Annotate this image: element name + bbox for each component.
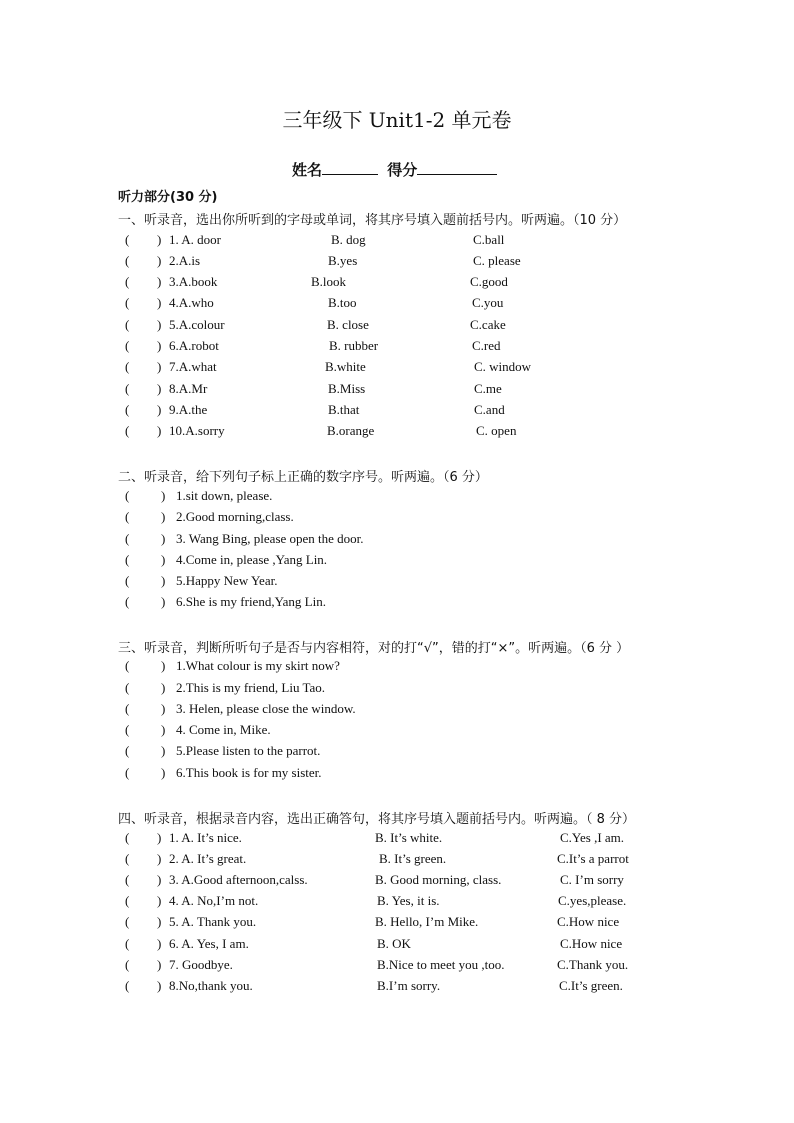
answer-paren-close: ) [157, 402, 162, 417]
option-c: C.It’s green. [559, 978, 623, 993]
option-a: 8.No,thank you. [169, 978, 253, 993]
answer-paren-open[interactable]: ( [125, 765, 130, 780]
option-c: C.me [474, 381, 502, 396]
option-c: C. window [474, 359, 532, 374]
question-row [0, 359, 794, 379]
answer-paren-open[interactable]: ( [125, 531, 130, 546]
sentence-text: 5.Happy New Year. [176, 573, 278, 588]
answer-paren-close: ) [157, 957, 162, 972]
option-b: B.that [328, 402, 360, 417]
option-b: B. OK [377, 936, 411, 951]
option-c: C. please [473, 253, 521, 268]
score-blank[interactable] [417, 160, 497, 175]
answer-paren-close: ) [157, 359, 162, 374]
answer-paren-open[interactable]: ( [125, 658, 130, 673]
option-a: 3. A.Good afternoon,calss. [169, 872, 308, 887]
sentence-text: 3. Wang Bing, please open the door. [176, 531, 364, 546]
option-c: C.How nice [560, 936, 623, 951]
option-b: B. dog [331, 232, 366, 247]
answer-paren-open[interactable]: ( [125, 893, 130, 908]
option-c: C. I’m sorry [560, 872, 624, 887]
answer-paren-open[interactable]: ( [125, 253, 130, 268]
answer-paren-close: ) [157, 936, 162, 951]
option-c: C.yes,please. [558, 893, 627, 908]
question-row [0, 402, 794, 422]
option-c: C.Yes ,I am. [560, 830, 625, 845]
question-row [0, 978, 794, 998]
question-row [0, 274, 794, 294]
answer-paren-close: ) [161, 531, 166, 546]
answer-paren-open[interactable]: ( [125, 851, 130, 866]
question-row [0, 232, 794, 252]
section4-heading: 四、听录音，根据录音内容，选出正确答句，将其序号填入题前括号内。听两遍。（ 8 分） [118, 812, 636, 827]
option-a: 7. Goodbye. [169, 957, 233, 972]
option-c: C.How nice [557, 914, 620, 929]
option-a: 4. A. No,I’m not. [169, 893, 259, 908]
answer-paren-open[interactable]: ( [125, 232, 130, 247]
answer-paren-close: ) [157, 232, 162, 247]
answer-paren-close: ) [157, 914, 162, 929]
answer-paren-open[interactable]: ( [125, 872, 130, 887]
section1-heading: 一、听录音，选出你所听到的字母或单词，将其序号填入题前括号内。听两遍。（10 分） [118, 213, 627, 228]
option-b: B.look [311, 274, 347, 289]
answer-paren-close: ) [161, 680, 166, 695]
section3-heading: 三、听录音，判断所听句子是否与内容相符，对的打“√”，错的打“×”。听两遍。（6 分 ） [118, 641, 630, 656]
question-row [0, 701, 794, 721]
answer-paren-close: ) [157, 978, 162, 993]
answer-paren-close: ) [157, 381, 162, 396]
answer-paren-open[interactable]: ( [125, 423, 130, 438]
option-b: B.I’m sorry. [377, 978, 441, 993]
question-row [0, 893, 794, 913]
question-row [0, 381, 794, 401]
answer-paren-close: ) [157, 423, 162, 438]
answer-paren-close: ) [161, 701, 166, 716]
option-a: 2.A.is [169, 253, 201, 268]
question-row [0, 765, 794, 785]
answer-paren-close: ) [161, 722, 166, 737]
answer-paren-open[interactable]: ( [125, 573, 130, 588]
question-row [0, 658, 794, 678]
option-a: 9.A.the [169, 402, 208, 417]
option-a: 4.A.who [169, 295, 214, 310]
question-row [0, 338, 794, 358]
option-b: B.Miss [328, 381, 366, 396]
name-blank[interactable] [322, 160, 378, 175]
question-row [0, 851, 794, 871]
option-c: C. open [476, 423, 517, 438]
name-score-line [292, 159, 497, 180]
answer-paren-close: ) [157, 830, 162, 845]
answer-paren-open[interactable]: ( [125, 978, 130, 993]
answer-paren-close: ) [161, 552, 166, 567]
question-row [0, 573, 794, 593]
sentence-text: 4.Come in, please ,Yang Lin. [176, 552, 328, 567]
question-row [0, 488, 794, 508]
section2-heading: 二、听录音，给下列句子标上正确的数字序号。听两遍。（6 分） [118, 470, 488, 485]
answer-paren-open[interactable]: ( [125, 509, 130, 524]
answer-paren-open[interactable]: ( [125, 274, 130, 289]
answer-paren-close: ) [157, 338, 162, 353]
option-a: 6. A. Yes, I am. [169, 936, 249, 951]
option-c: C.good [470, 274, 508, 289]
option-a: 3.A.book [169, 274, 218, 289]
question-row [0, 743, 794, 763]
answer-paren-close: ) [161, 509, 166, 524]
option-a: 8.A.Mr [169, 381, 208, 396]
name-label: 姓名 [292, 161, 323, 179]
question-row [0, 872, 794, 892]
answer-paren-open[interactable]: ( [125, 914, 130, 929]
sentence-text: 1.What colour is my skirt now? [176, 658, 340, 673]
answer-paren-close: ) [157, 872, 162, 887]
option-a: 1. A. It’s nice. [169, 830, 242, 845]
question-row [0, 531, 794, 551]
option-b: B. Hello, I’m Mike. [375, 914, 479, 929]
option-c: C.Thank you. [557, 957, 629, 972]
option-b: B. It’s white. [375, 830, 443, 845]
option-c: C.cake [470, 317, 506, 332]
answer-paren-open[interactable]: ( [125, 552, 130, 567]
question-row [0, 423, 794, 443]
option-a: 1. A. door [169, 232, 221, 247]
score-label: 得分 [387, 161, 418, 179]
option-a: 5.A.colour [169, 317, 225, 332]
answer-paren-open[interactable]: ( [125, 680, 130, 695]
option-c: C.It’s a parrot [557, 851, 629, 866]
question-row [0, 317, 794, 337]
question-row [0, 253, 794, 273]
answer-paren-close: ) [161, 488, 166, 503]
answer-paren-open[interactable]: ( [125, 402, 130, 417]
option-b: B.Nice to meet you ,too. [377, 957, 505, 972]
option-b: B. Good morning, class. [375, 872, 502, 887]
option-a: 2. A. It’s great. [169, 851, 247, 866]
answer-paren-open[interactable]: ( [125, 722, 130, 737]
option-b: B. close [327, 317, 369, 332]
option-a: 6.A.robot [169, 338, 219, 353]
option-c: C.you [472, 295, 504, 310]
answer-paren-open[interactable]: ( [125, 381, 130, 396]
answer-paren-open[interactable]: ( [125, 317, 130, 332]
answer-paren-close: ) [161, 658, 166, 673]
answer-paren-open[interactable]: ( [125, 830, 130, 845]
sentence-text: 5.Please listen to the parrot. [176, 743, 321, 758]
option-b: B.orange [327, 423, 375, 438]
answer-paren-close: ) [157, 851, 162, 866]
option-b: B. rubber [329, 338, 379, 353]
option-a: 5. A. Thank you. [169, 914, 257, 929]
sentence-text: 2.This is my friend, Liu Tao. [176, 680, 326, 695]
answer-paren-open[interactable]: ( [125, 743, 130, 758]
question-row [0, 295, 794, 315]
answer-paren-close: ) [161, 743, 166, 758]
question-row [0, 830, 794, 850]
sentence-text: 6.This book is for my sister. [176, 765, 322, 780]
option-b: B.too [328, 295, 357, 310]
answer-paren-open[interactable]: ( [125, 295, 130, 310]
answer-paren-open[interactable]: ( [125, 936, 130, 951]
question-row [0, 594, 794, 614]
answer-paren-close: ) [161, 594, 166, 609]
answer-paren-close: ) [157, 317, 162, 332]
answer-paren-open[interactable]: ( [125, 488, 130, 503]
sentence-text: 4. Come in, Mike. [176, 722, 271, 737]
option-b: B.yes [328, 253, 358, 268]
answer-paren-close: ) [161, 573, 166, 588]
option-c: C.and [474, 402, 505, 417]
answer-paren-open[interactable]: ( [125, 359, 130, 374]
part-label: 听力部分(30 分) [118, 190, 218, 205]
option-a: 10.A.sorry [169, 423, 225, 438]
option-c: C.red [472, 338, 501, 353]
question-row [0, 552, 794, 572]
answer-paren-close: ) [157, 295, 162, 310]
sentence-text: 2.Good morning,class. [176, 509, 294, 524]
option-b: B.white [325, 359, 366, 374]
answer-paren-open[interactable]: ( [125, 701, 130, 716]
sentence-text: 6.She is my friend,Yang Lin. [176, 594, 326, 609]
answer-paren-open[interactable]: ( [125, 594, 130, 609]
page-title: 三年级下 Unit1-2 单元卷 [282, 108, 512, 132]
sentence-text: 3. Helen, please close the window. [176, 701, 356, 716]
option-c: C.ball [473, 232, 505, 247]
question-row [0, 914, 794, 934]
option-b: B. It’s green. [379, 851, 447, 866]
question-row [0, 936, 794, 956]
question-row [0, 722, 794, 742]
answer-paren-open[interactable]: ( [125, 338, 130, 353]
sentence-text: 1.sit down, please. [176, 488, 273, 503]
answer-paren-close: ) [157, 893, 162, 908]
option-b: B. Yes, it is. [377, 893, 440, 908]
answer-paren-close: ) [157, 274, 162, 289]
answer-paren-close: ) [157, 253, 162, 268]
option-a: 7.A.what [169, 359, 217, 374]
answer-paren-open[interactable]: ( [125, 957, 130, 972]
question-row [0, 509, 794, 529]
question-row [0, 957, 794, 977]
answer-paren-close: ) [161, 765, 166, 780]
question-row [0, 680, 794, 700]
